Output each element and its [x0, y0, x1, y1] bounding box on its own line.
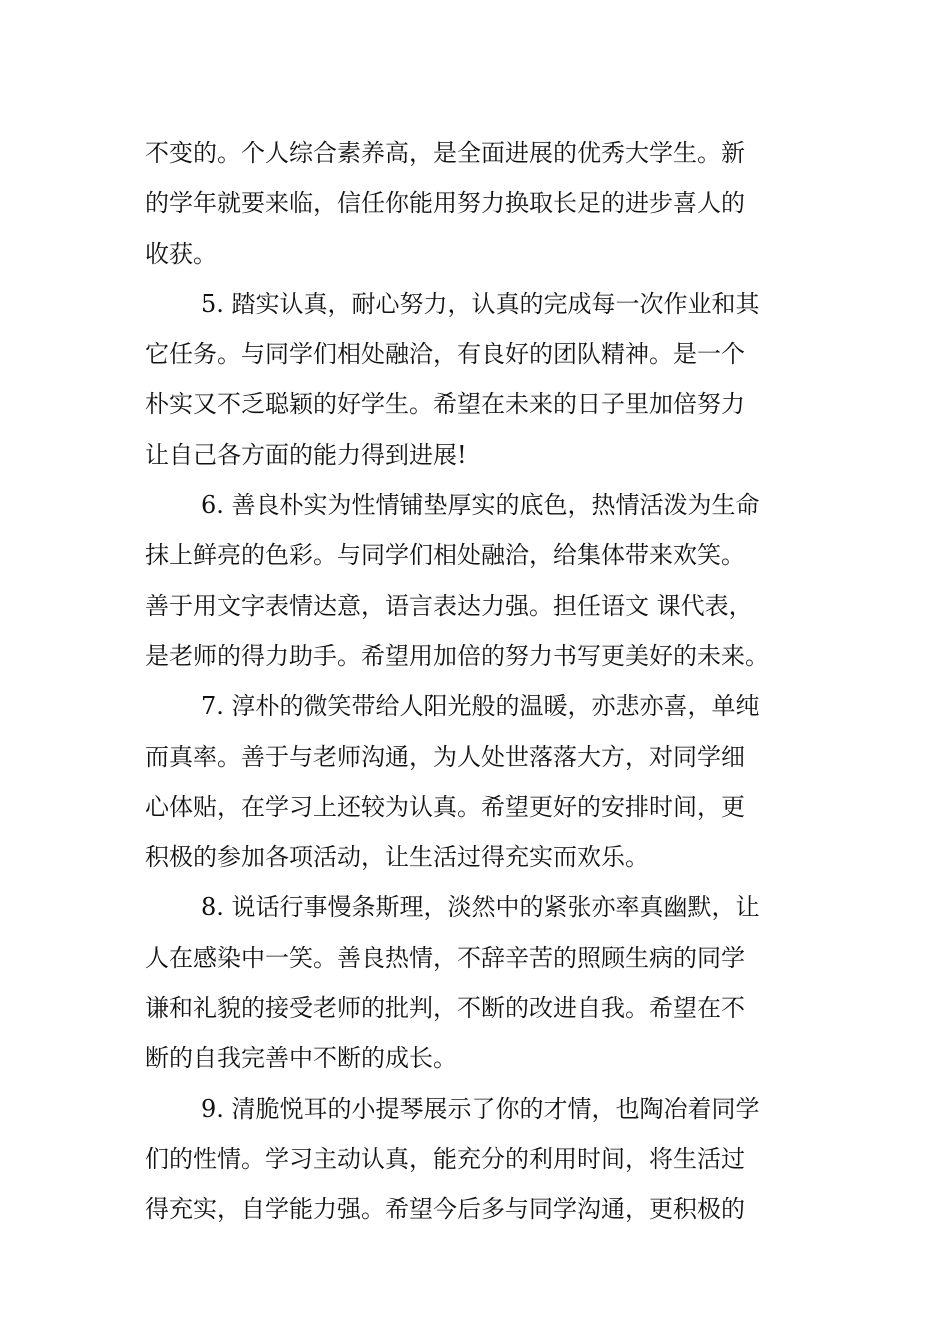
text-line: 而真率。善于与老师沟通，为人处世落落大方，对同学细 [145, 742, 745, 771]
text-line: 善于用文字表情达意，语言表达力强。担任语文 课代表， [145, 591, 753, 620]
text-line: 它任务。与同学们相处融洽，有良好的团队精神。是一个 [145, 340, 745, 369]
text-line: 谦和礼貌的接受老师的批判，不断的改进自我。希望在不 [145, 994, 745, 1023]
text-line: 的学年就要来临，信任你能用努力换取长足的进步喜人的 [145, 189, 745, 218]
text-line: 积极的参加各项活动，让生活过得充实而欢乐。 [145, 843, 649, 872]
text-line: 得充实，自学能力强。希望今后多与同学沟通，更积极的 [145, 1195, 745, 1224]
text-line: 是老师的得力助手。希望用加倍的努力书写更美好的未来。 [145, 641, 769, 670]
text-line: 心体贴，在学习上还较为认真。希望更好的安排时间，更 [145, 792, 745, 821]
item-7-first-line: 7. 淳朴的微笑带给人阳光般的温暖，亦悲亦喜，单纯 [201, 692, 760, 721]
text-line: 抹上鲜亮的色彩。与同学们相处融洽，给集体带来欢笑。 [145, 541, 745, 570]
text-line: 不变的。个人综合素养高，是全面进展的优秀大学生。新 [145, 139, 745, 167]
item-5-first-line: 5. 踏实认真，耐心努力，认真的完成每一次作业和其 [201, 289, 760, 318]
text-line: 收获。 [145, 239, 217, 268]
text-line: 让自己各方面的能力得到进展! [145, 440, 467, 469]
text-line: 断的自我完善中不断的成长。 [145, 1044, 457, 1073]
item-9-first-line: 9. 清脆悦耳的小提琴展示了你的才情，也陶冶着同学 [201, 1094, 760, 1123]
text-line: 朴实又不乏聪颖的好学生。希望在未来的日子里加倍努力 [145, 390, 745, 419]
document-body [145, 128, 810, 1235]
text-line: 人在感染中一笑。善良热情，不辞辛苦的照顾生病的同学 [145, 943, 745, 972]
item-8-first-line: 8. 说话行事慢条斯理，淡然中的紧张亦率真幽默，让 [201, 893, 760, 922]
item-6-first-line: 6. 善良朴实为性情铺垫厚实的底色，热情活泼为生命 [201, 491, 760, 520]
text-line: 们的性情。学习主动认真，能充分的利用时间，将生活过 [145, 1144, 745, 1173]
